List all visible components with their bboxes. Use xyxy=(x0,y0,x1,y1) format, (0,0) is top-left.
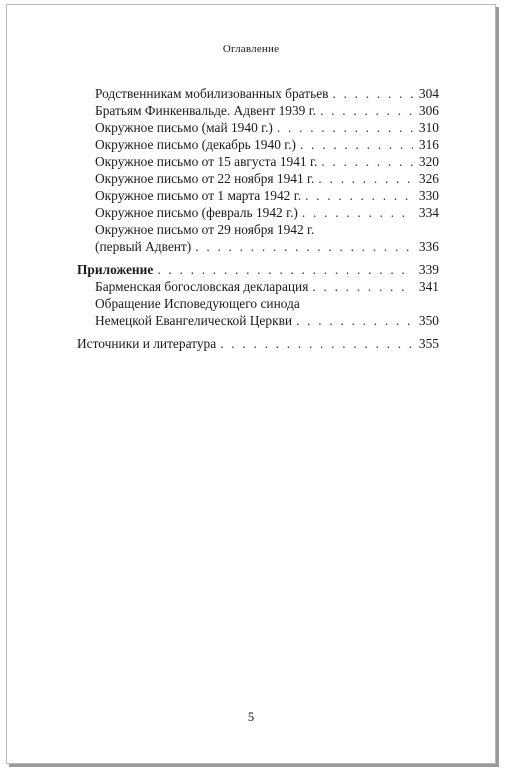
toc-section-appendix[interactable] xyxy=(77,261,439,278)
toc-entry-page: 306 xyxy=(418,103,439,118)
toc-entry-page: 334 xyxy=(418,205,439,220)
toc-entry-page: 304 xyxy=(418,86,439,101)
toc-entry-title: Родственникам мобилизованных братьев xyxy=(95,86,329,101)
toc-entry-page: 336 xyxy=(418,239,439,254)
toc-entry-page: 316 xyxy=(418,137,439,152)
toc-entry-title: Окружное письмо (февраль 1942 г.) xyxy=(95,205,298,220)
toc-section-page: 339 xyxy=(418,262,439,277)
toc-entry-title: Барменская богословская декларация xyxy=(95,279,309,294)
toc-entry-page: 310 xyxy=(418,120,439,135)
toc-entry-page: 326 xyxy=(418,171,439,186)
toc-entry-title: Окружное письмо от 1 марта 1942 г. xyxy=(95,188,302,203)
toc-entry-title: Окружное письмо от 22 ноября 1941 г. xyxy=(95,171,315,186)
toc-entry-line1[interactable] xyxy=(77,221,439,238)
toc-entry[interactable] xyxy=(77,170,439,187)
running-head: Оглавление xyxy=(222,43,280,55)
toc-entry-title-cont: (первый Адвент) xyxy=(95,239,192,254)
toc-entry-page: 330 xyxy=(418,188,439,203)
page-number: 5 xyxy=(247,710,255,724)
dot-leader xyxy=(321,153,413,170)
dot-leader xyxy=(195,238,413,255)
toc-entry-title: Обращение Исповедующего синода xyxy=(95,296,300,311)
dot-leader xyxy=(300,136,413,153)
toc-entry-title: Братьям Финкенвальде. Адвент 1939 г. xyxy=(95,103,317,118)
toc-entry-title: Окружное письмо (май 1940 г.) xyxy=(95,120,273,135)
toc-section-title: Источники и литература xyxy=(77,336,217,351)
toc-entry[interactable] xyxy=(77,85,439,102)
toc-section-page: 355 xyxy=(418,336,439,351)
toc-entry-title: Окружное письмо от 15 августа 1941 г. xyxy=(95,154,318,169)
toc-entry[interactable] xyxy=(77,136,439,153)
toc-section-title: Приложение xyxy=(77,262,154,277)
toc-entry[interactable] xyxy=(77,153,439,170)
toc-entry-line1[interactable] xyxy=(77,295,439,312)
dot-leader xyxy=(277,119,413,136)
dot-leader xyxy=(332,85,413,102)
dot-leader xyxy=(296,312,413,329)
book-page xyxy=(6,4,496,764)
toc-entry-page: 341 xyxy=(418,279,439,294)
toc-entry[interactable] xyxy=(77,119,439,136)
toc-section-sources[interactable] xyxy=(77,335,439,352)
toc-entry[interactable] xyxy=(77,204,439,221)
toc-entry-page: 350 xyxy=(418,313,439,328)
toc-entry-page: 320 xyxy=(418,154,439,169)
dot-leader xyxy=(318,170,413,187)
toc-entry-title: Окружное письмо (декабрь 1940 г.) xyxy=(95,137,297,152)
dot-leader xyxy=(302,204,413,221)
dot-leader xyxy=(312,278,413,295)
toc-entry-line2[interactable] xyxy=(77,238,439,255)
toc-entry[interactable] xyxy=(77,187,439,204)
dot-leader xyxy=(157,261,413,278)
toc-entry-title-cont: Немецкой Евангелической Церкви xyxy=(95,313,293,328)
toc-entry-title: Окружное письмо от 29 ноября 1942 г. xyxy=(95,222,315,237)
toc-entry[interactable] xyxy=(77,278,439,295)
table-of-contents xyxy=(77,85,439,352)
dot-leader xyxy=(320,102,413,119)
toc-entry-line2[interactable] xyxy=(77,312,439,329)
dot-leader xyxy=(305,187,413,204)
toc-entry[interactable] xyxy=(77,102,439,119)
dot-leader xyxy=(220,335,413,352)
